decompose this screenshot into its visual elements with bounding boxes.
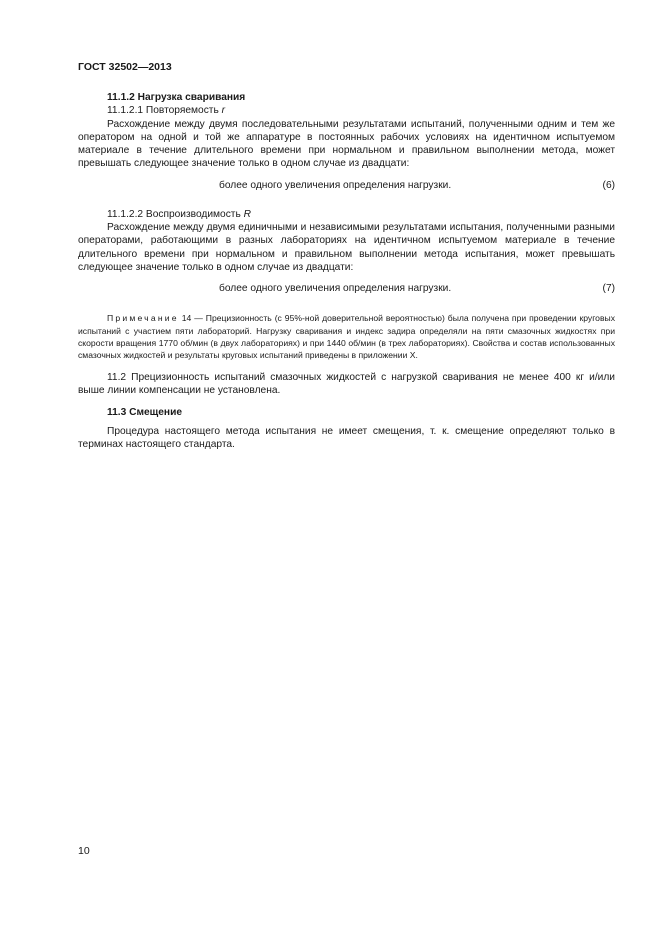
- note-label: Примечание: [107, 313, 179, 324]
- repeatability-paragraph: Расхождение между двумя последовательными результатами испытаний, полученными одним и тем же оператором на одной и той же аппаратуре в постоянных рабочих условиях на идентичном испытуемом материале в течение длительного времени при нормальном и правильном выполнении метода, может превышать следующее значение только в одном случае из двадцати:: [78, 118, 615, 170]
- document-body: [78, 91, 615, 451]
- formula-6-number: (6): [602, 179, 615, 191]
- note-text: 14 — Прецизионность (с 95%-ной доверительной вероятностью) была получена при проведении круговых испытаний с участием пяти лабораторий. Нагрузку сваривания и индекс задира определяли на пяти смазочных жидкостях при скорости вращения 1770 об/мин (в двух лабораториях) и при 1440 об/мин (в трех лабораториях). Свойства и состав использованных смазочных жидкостей и результаты круговых испытаний приведены в приложении X.: [78, 313, 615, 361]
- repeatability-title-text: 11.1.2.1 Повторяемость: [107, 105, 222, 117]
- section-heading-11-1-2: 11.1.2 Нагрузка сваривания: [107, 92, 246, 103]
- section-heading-11-3: 11.3 Смещение: [107, 407, 182, 419]
- formula-7-text: более одного увеличения определения нагрузки.: [219, 283, 452, 295]
- formula-7: [78, 282, 615, 296]
- reproducibility-symbol: R: [243, 208, 251, 220]
- page-number: 10: [78, 845, 90, 857]
- section-11-2-paragraph: 11.2 Прецизионность испытаний смазочных жидкостей с нагрузкой сваривания не менее 400 кг и/или выше линии компенсации не установлена.: [78, 371, 615, 397]
- reproducibility-paragraph: Расхождение между двумя единичными и независимыми результатами испытания, полученными разными операторами, работающими в разных лабораториях на идентичном испытуемом материале в течение длительного времени при нормальном и правильном выполнении метода испытания, может превышать следующее значение только в одном случае из двадцати:: [78, 222, 615, 273]
- section-11-3-paragraph: Процедура настоящего метода испытания не имеет смещения, т. к. смещение определяют только в терминах настоящего стандарта.: [78, 425, 615, 451]
- document-code: ГОСТ 32502—2013: [78, 61, 172, 73]
- formula-6: [78, 179, 615, 193]
- repeatability-title: [78, 104, 615, 117]
- reproducibility-title-text: 11.1.2.2 Воспроизводимость: [107, 208, 244, 220]
- note-14: [78, 312, 615, 362]
- reproducibility-title: [78, 208, 615, 221]
- formula-7-number: (7): [602, 283, 615, 295]
- formula-6-text: более одного увеличения определения нагрузки.: [219, 179, 452, 191]
- repeatability-symbol: r: [221, 105, 225, 117]
